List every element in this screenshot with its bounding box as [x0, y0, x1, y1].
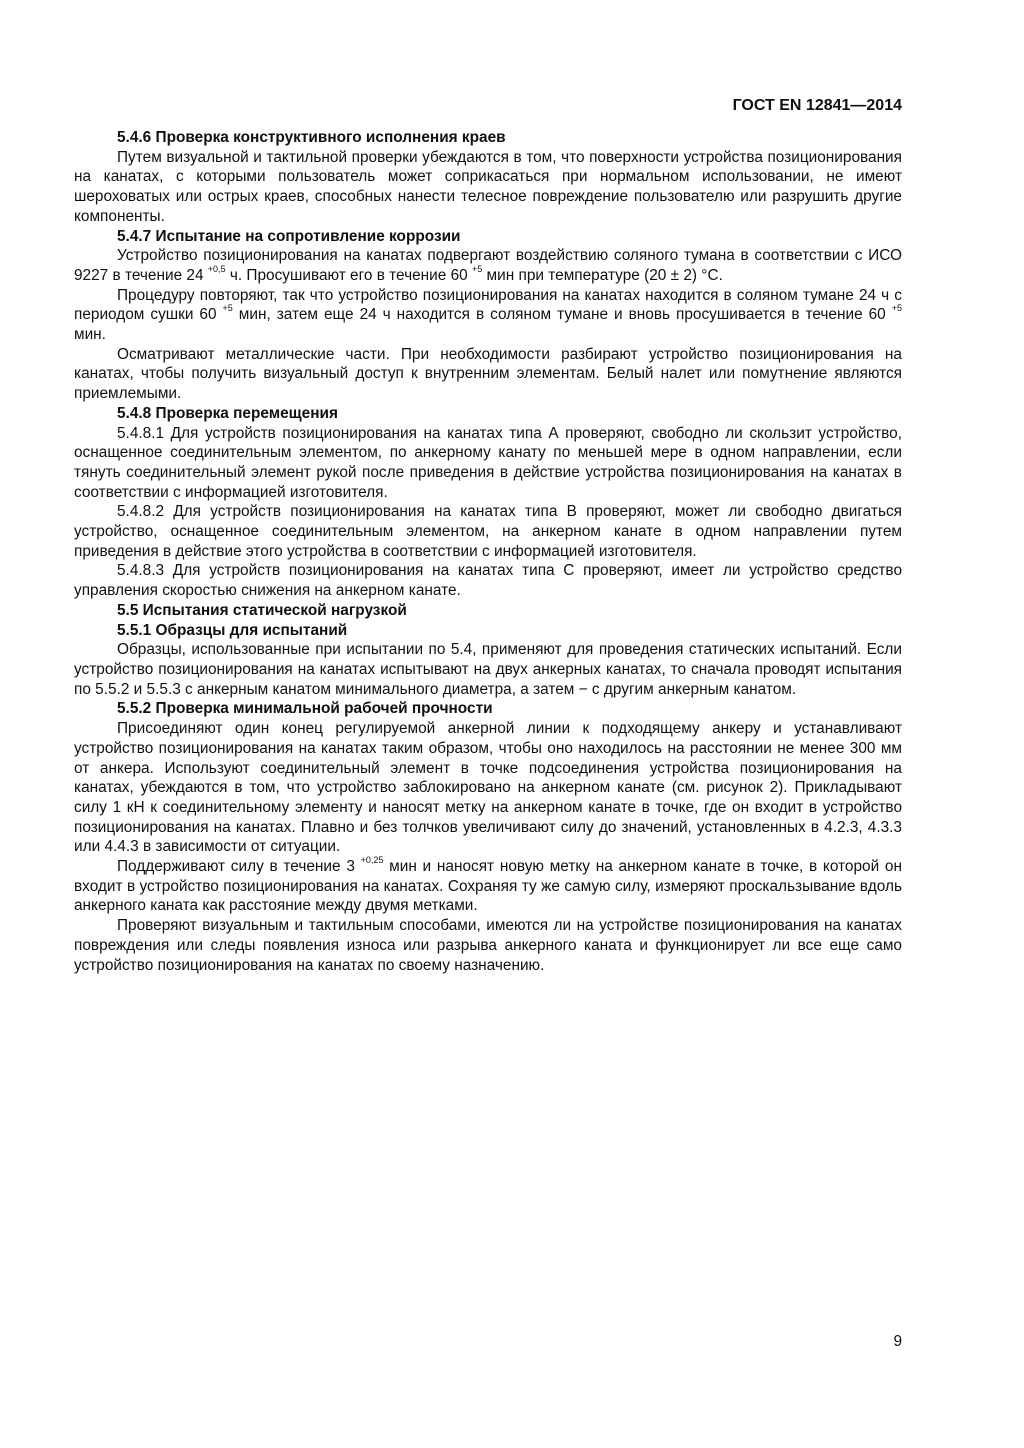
- paragraph: 5.4.8.3 Для устройств позиционирования на канатах типа С проверяют, имеет ли устройство средство управления скоростью снижения на анкерном канате.: [74, 562, 902, 600]
- tolerance: +0,5: [207, 263, 226, 274]
- tolerance: +5: [891, 303, 902, 314]
- paragraph: Процедуру повторяют, так что устройство позиционирования на канатах находится в соляном тумане 24 ч с периодом сушки 60 $^{+5}$ мин, затем еще 24 ч находится в соляном тумане и вновь просушивается в течение 60 $^{+5}$ мин.: [74, 286, 902, 344]
- paragraph: Осматривают металлические части. При необходимости разбирают устройство позиционирования на канатах, чтобы получить визуальный доступ к внутренним элементам. Белый налет или помутнение являются приемлемыми.: [74, 345, 902, 403]
- standard-designation: ГОСТ EN 12841—2014: [732, 97, 902, 114]
- tolerance: +0,25: [360, 855, 384, 866]
- paragraph: Путем визуальной и тактильной проверки убеждаются в том, что поверхности устройства позиционирования на канатах, с которыми пользователь может соприкасаться при нормальном использовании, не имеют шероховатых или острых краев, способных нанести телесное повреждение пользователю или разрушить другие компоненты.: [74, 148, 902, 225]
- paragraph: 5.4.8.1 Для устройств позиционирования на канатах типа А проверяют, свободно ли скользит устройство, оснащенное соединительным элементом, по анкерному канату по меньшей мере в одном направлении, если тянуть соединительный элемент рукой после приведения в действие устройства позиционирования на канатах в соответствии с информацией изготовителя.: [74, 424, 902, 501]
- heading-5-4-6: 5.4.6 Проверка конструктивного исполнения краев: [117, 129, 506, 146]
- paragraph: 5.4.8.2 Для устройств позиционирования на канатах типа В проверяют, может ли свободно двигаться устройство, оснащенное соединительным элементом, на анкерном канате в одном направлении путем приведения в действие этого устройства в соответствии с информацией изготовителя.: [74, 503, 902, 560]
- paragraph: Присоединяют один конец регулируемой анкерной линии к подходящему анкеру и устанавливают устройство позиционирования на канатах таким образом, чтобы оно находилось на расстоянии не менее 300 мм от анкера. Используют соединительный элемент в точке подсоединения устройства позиционирования на канатах, убеждаются в том, что устройство заблокировано на анкерном канате (см. рисунок 2). Прикладывают силу 1 кН к соединительному элементу и наносят метку на анкерном канате в точке, где он входит в устройство позиционирования на канатах. Плавно и без толчков увеличивают силу до значений, установленных в 4.2.3, 4.3.3 или 4.4.3 в зависимости от ситуации.: [74, 720, 902, 856]
- heading-5-5-2: 5.5.2 Проверка минимальной рабочей прочности: [117, 700, 493, 718]
- paragraph: Образцы, использованные при испытании по 5.4, применяют для проведения статических испытаний. Если устройство позиционирования на канатах испытывают на двух анкерных канатах, то сначала проводят испытания по 5.5.2 и 5.5.3 с анкерным канатом минимального диаметра, а затем − с другим анкерным канатом.: [74, 641, 902, 698]
- page-content: [74, 128, 902, 975]
- heading-5-4-8: 5.4.8 Проверка перемещения: [117, 404, 338, 422]
- paragraph: Поддерживают силу в течение 3 $^{+0,25}$ мин и наносят новую метку на анкерном канате в точке, в которой он входит в устройство позиционирования на канатах. Сохраняя ту же самую силу, измеряют проскальзывание вдоль анкерного каната как расстояние между двумя метками.: [74, 855, 902, 915]
- heading-5-5: 5.5 Испытания статической нагрузкой: [117, 601, 407, 619]
- paragraph: Устройство позиционирования на канатах подвергают воздействию соляного тумана в соответствии с ИСО 9227 в течение 24 $^{+0,5}$ ч. Просушивают его в течение 60 $^{+5}$ мин при температуре (20 ± 2) °С.: [74, 247, 902, 284]
- paragraph: Проверяют визуальным и тактильным способами, имеются ли на устройстве позиционирования на канатах повреждения или следы появления износа или разрыва анкерного каната и функционирует ли все еще само устройство позиционирования на канатах по своему назначению.: [74, 917, 902, 974]
- page-number: 9: [893, 1333, 902, 1350]
- heading-5-5-1: 5.5.1 Образцы для испытаний: [117, 621, 348, 639]
- tolerance: +5: [472, 263, 483, 274]
- heading-5-4-7: 5.4.7 Испытание на сопротивление коррозии: [117, 227, 461, 245]
- tolerance: +5: [222, 303, 233, 314]
